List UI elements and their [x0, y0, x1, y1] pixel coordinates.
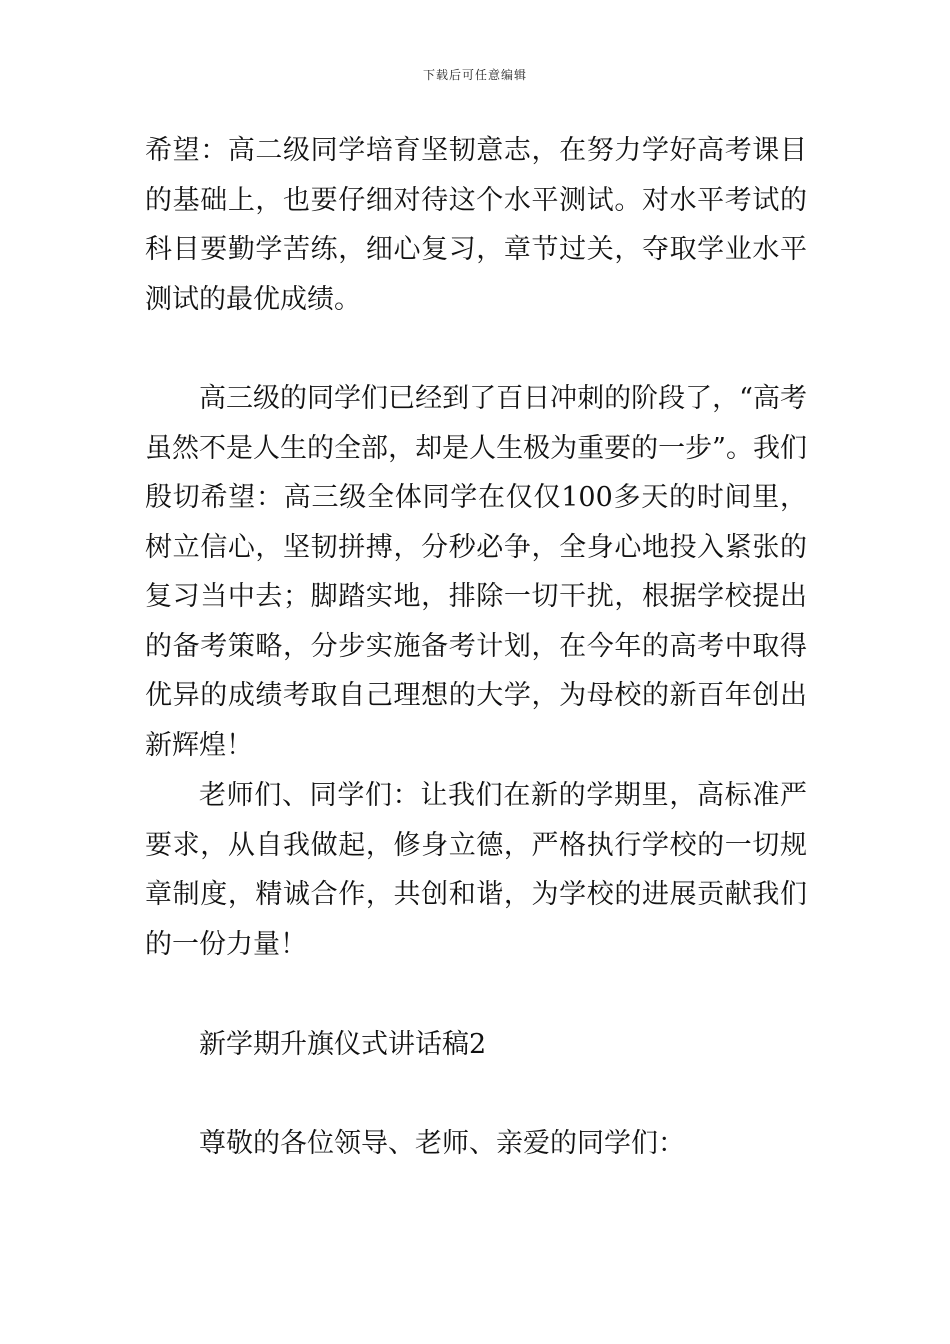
salutation: 尊敬的各位领导、老师、亲爱的同学们： — [199, 1128, 685, 1159]
page-header: 下载后可任意编辑 — [422, 68, 527, 82]
paragraph-senior-students: 高三级的同学们已经到了百日冲刺的阶段了，“高考虽然不是人生的全部，却是人生极为重要的一步”。我们殷切希望：高三级全体同学在仅仅100多天的时间里，树立信心，坚韧拼搏，分秒必争，全身心地投入紧张的复习当中去；脚踏实地，排除一切干扰，根据学校提出的备考策略，分步实施备考计划，在今年的高考中取得优异的成绩考取自己理想的大学，为母校的新百年创出新辉煌！ — [145, 383, 807, 761]
paragraph-continuation: 希望：高二级同学培育坚韧意志，在努力学好高考课目的基础上，也要仔细对待这个水平测试。对水平考试的科目要勤学苦练，细心复习，章节过关，夺取学业水平测试的最优成绩。 — [145, 135, 807, 315]
section-title: 新学期升旗仪式讲话稿2 — [199, 1029, 487, 1060]
paragraph-closing: 老师们、同学们：让我们在新的学期里，高标准严要求，从自我做起，修身立德，严格执行学校的一切规章制度，精诚合作，共创和谐，为学校的进展贡献我们的一份力量！ — [145, 780, 807, 960]
